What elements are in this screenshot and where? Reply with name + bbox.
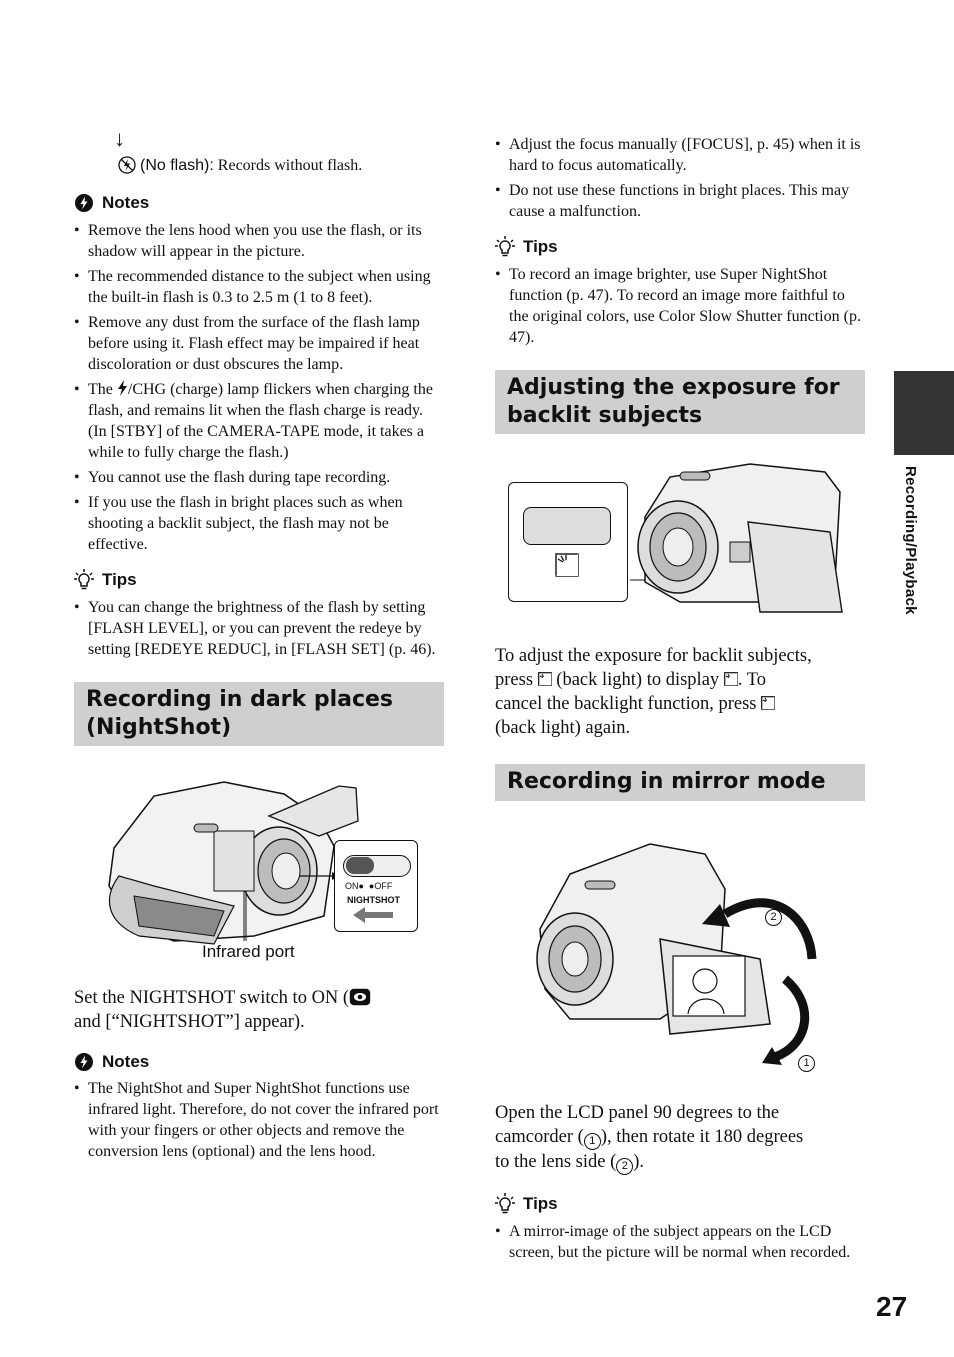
tips-list-1 xyxy=(74,597,444,660)
list-item: • Adjust the focus manually ([FOCUS], p. 45) when it is hard to focus automatically. xyxy=(495,134,865,176)
nightshot-figure xyxy=(74,776,444,966)
bulb-icon xyxy=(74,569,94,591)
backlit-heading xyxy=(495,370,865,434)
notes-list-2 xyxy=(74,1078,444,1162)
list-item: • You can change the brightness of the flash by setting [FLASH LEVEL], or you can prevent the redeye by setting [REDEYE REDUC], in [FLASH SET] (p. 46). xyxy=(74,597,444,660)
bulb-icon xyxy=(495,236,515,258)
switch-labels: ON● ●OFF xyxy=(345,881,393,891)
nightshot-heading-line: Recording in dark places xyxy=(86,687,394,712)
backlight-figure xyxy=(495,462,865,620)
step-number: 1 xyxy=(798,1055,815,1072)
switch-knob xyxy=(346,857,374,874)
left-column xyxy=(74,128,444,1166)
list-item xyxy=(74,379,444,463)
list-item: • Do not use these functions in bright places. This may cause a malfunction. xyxy=(495,180,865,222)
backlight-button xyxy=(523,507,611,545)
notes-icon xyxy=(74,1052,94,1072)
notes-item-prefix: The xyxy=(88,381,113,398)
mirror-para-text: to the lens side ( xyxy=(495,1152,617,1172)
list-item: • Remove any dust from the surface of the flash lamp before using it. Flash effect may be impaired if heat discoloration or dust obscures the lamp. xyxy=(74,312,444,375)
notes-list-1 xyxy=(74,220,444,555)
side-tab-label: Recording/Playback xyxy=(902,466,919,615)
no-flash-label: (No flash): xyxy=(140,157,214,174)
nightshot-symbol-icon xyxy=(349,988,371,1006)
mirror-para-text: ). xyxy=(633,1152,645,1172)
notes-heading-2 xyxy=(74,1052,444,1072)
side-tab-block xyxy=(894,371,954,455)
backlight-icon xyxy=(538,672,552,686)
step-number: 2 xyxy=(765,909,782,926)
notes-item-text: /CHG (charge) lamp flickers when charging the flash, and remains lit when the flash charge is ready. (In [STBY] of the CAMERA-TAPE mode, it takes a while to fully charge the flash.) xyxy=(88,381,433,461)
backlit-paragraph xyxy=(495,644,865,740)
top-bullets xyxy=(495,134,865,222)
backlit-para-text: cancel the backlight function, press xyxy=(495,694,757,714)
backlit-para-text: (back light) to display xyxy=(556,670,720,690)
list-item: • Remove the lens hood when you use the flash, or its shadow will appear in the picture. xyxy=(74,220,444,262)
notes-title: Notes xyxy=(102,1052,150,1071)
step-number: 2 xyxy=(616,1158,633,1175)
backlight-icon xyxy=(724,672,738,686)
backlit-heading-line: Adjusting the exposure for xyxy=(507,375,840,400)
nightshot-heading-line: (NightShot) xyxy=(86,715,232,740)
no-flash-line xyxy=(74,156,444,175)
mirror-figure xyxy=(495,829,865,1077)
mirror-paragraph xyxy=(495,1101,865,1175)
notes-heading-1 xyxy=(74,193,444,213)
switch-on-label: ON xyxy=(345,881,359,891)
nightshot-switch-box xyxy=(334,840,418,932)
backlight-button-box xyxy=(508,482,628,602)
flash-icon xyxy=(117,380,128,396)
step-1-marker xyxy=(798,1051,815,1072)
backlit-para-line: (back light) again. xyxy=(495,718,631,738)
step-2-marker xyxy=(765,905,782,926)
bulb-icon xyxy=(495,1193,515,1215)
no-flash-desc: Records without flash. xyxy=(217,157,363,174)
arrow-down: ↓ xyxy=(114,126,125,151)
step-number: 1 xyxy=(584,1133,601,1150)
right-column xyxy=(495,134,865,1267)
tips-title: Tips xyxy=(523,1194,558,1213)
mirror-para-text: camcorder ( xyxy=(495,1127,584,1147)
tips-heading-2 xyxy=(495,236,865,258)
tips-title: Tips xyxy=(102,570,137,589)
no-flash-icon xyxy=(118,156,136,174)
mirror-para-text: ), then rotate it 180 degrees xyxy=(600,1127,804,1147)
nightshot-para-line: Set the NIGHTSHOT switch to ON ( xyxy=(74,988,350,1008)
backlit-heading-line: backlit subjects xyxy=(507,403,703,428)
tips-list-3 xyxy=(495,1221,865,1263)
list-item: • To record an image brighter, use Super NightShot function (p. 47). To record an image more faithful to the original colors, use Color Slow Shutter function (p. 47). xyxy=(495,264,865,348)
tips-title: Tips xyxy=(523,237,558,256)
list-item: • The NightShot and Super NightShot functions use infrared light. Therefore, do not cover the infrared port with your fingers or other objects and remove the conversion lens (optional) and the lens hood. xyxy=(74,1078,444,1162)
notes-title: Notes xyxy=(102,193,150,212)
tips-heading-1 xyxy=(74,569,444,591)
nightshot-para-line: and [“NIGHTSHOT”] appear). xyxy=(74,1012,305,1032)
backlight-icon xyxy=(761,696,775,710)
list-item: • The recommended distance to the subject when using the built-in flash is 0.3 to 2.5 m (1 to 8 feet). xyxy=(74,266,444,308)
backlit-para-text: press xyxy=(495,670,534,690)
tips-list-2 xyxy=(495,264,865,348)
list-item: • A mirror-image of the subject appears on the LCD screen, but the picture will be normal when recorded. xyxy=(495,1221,865,1263)
backlight-symbol-icon xyxy=(555,553,579,577)
camcorder-mirror-illustration xyxy=(530,829,830,1077)
switch-name-label: NIGHTSHOT xyxy=(347,895,400,905)
switch-off-label: OFF xyxy=(374,881,393,891)
nightshot-heading xyxy=(74,682,444,746)
nightshot-paragraph xyxy=(74,986,444,1034)
backlit-para-text: . To xyxy=(737,670,766,690)
backlit-para-line: To adjust the exposure for backlit subjects, xyxy=(495,646,812,666)
camcorder-front-illustration xyxy=(630,462,860,620)
tips-heading-3 xyxy=(495,1193,865,1215)
switch-slot xyxy=(343,855,411,877)
arrow-left-icon xyxy=(353,907,393,923)
mirror-para-line: Open the LCD panel 90 degrees to the xyxy=(495,1103,780,1123)
mirror-heading: Recording in mirror mode xyxy=(495,764,865,801)
infrared-port-caption: Infrared port xyxy=(202,942,295,961)
list-item: • If you use the flash in bright places such as when shooting a backlit subject, the flash may not be effective. xyxy=(74,492,444,555)
list-item: • You cannot use the flash during tape recording. xyxy=(74,467,444,488)
notes-icon xyxy=(74,193,94,213)
page-number: 27 xyxy=(876,1291,908,1322)
